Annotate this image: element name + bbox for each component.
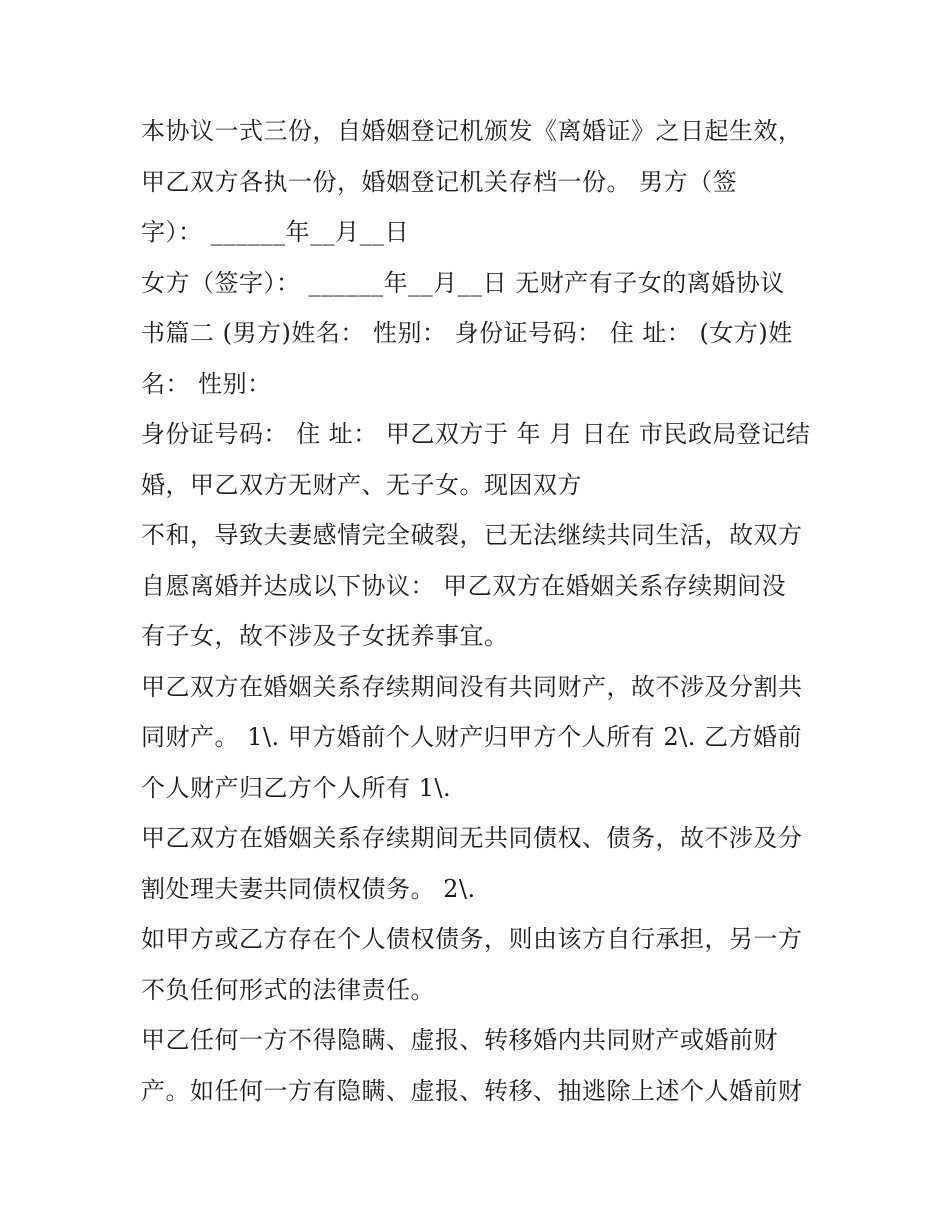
text-line: 身份证号码： 住 址： 甲乙双方于 年 月 日在 市民政局登记结	[141, 420, 811, 448]
text-line: 甲乙任何一方不得隐瞒、虚报、转移婚内共同财产或婚前财	[141, 1026, 778, 1054]
text-line: 甲乙双方各执一份，婚姻登记机关存档一份。 男方（签	[141, 167, 738, 196]
text-line: 本协议一式三份，自婚姻登记机颁发《离婚证》之日起生效，	[141, 117, 803, 145]
document-body	[141, 106, 821, 1116]
text-line: 甲乙双方在婚姻关系存续期间没有共同财产，故不涉及分割共	[141, 672, 803, 701]
text-line: 名： 性别：	[141, 369, 272, 398]
text-line: 甲乙双方在婚姻关系存续期间无共同债权、债务，故不涉及分	[141, 824, 803, 852]
text-line: 产。如任何一方有隐瞒、虚报、转移、抽逃除上述个人婚前财	[141, 1076, 803, 1105]
text-line: 有子女，故不涉及子女抚养事宜。	[141, 622, 509, 650]
text-line: 书篇二 (男方)姓名： 性别： 身份证号码： 住 址： (女方)姓	[141, 319, 793, 347]
text-line: 个人财产归乙方个人所有 1\.	[141, 773, 452, 802]
text-line: 婚，甲乙双方无财产、无子女。现因双方	[141, 470, 582, 499]
text-line: 不负任何形式的法律责任。	[141, 975, 435, 1004]
text-line: 女方（签字）： ______年__月__日 无财产有子女的离婚协议	[141, 268, 785, 297]
text-line: 不和，导致夫妻感情完全破裂，已无法继续共同生活，故双方	[141, 521, 803, 549]
text-line: 同财产。 1\. 甲方婚前个人财产归甲方个人所有 2\. 乙方婚前	[141, 723, 802, 751]
text-line: 字）： ______年__月__日	[141, 218, 410, 246]
text-line: 如甲方或乙方存在个人债权债务，则由该方自行承担，另一方	[141, 925, 803, 953]
text-line: 割处理夫妻共同债权债务。 2\.	[141, 874, 476, 903]
text-line: 自愿离婚并达成以下协议： 甲乙双方在婚姻关系存续期间没	[141, 571, 787, 600]
